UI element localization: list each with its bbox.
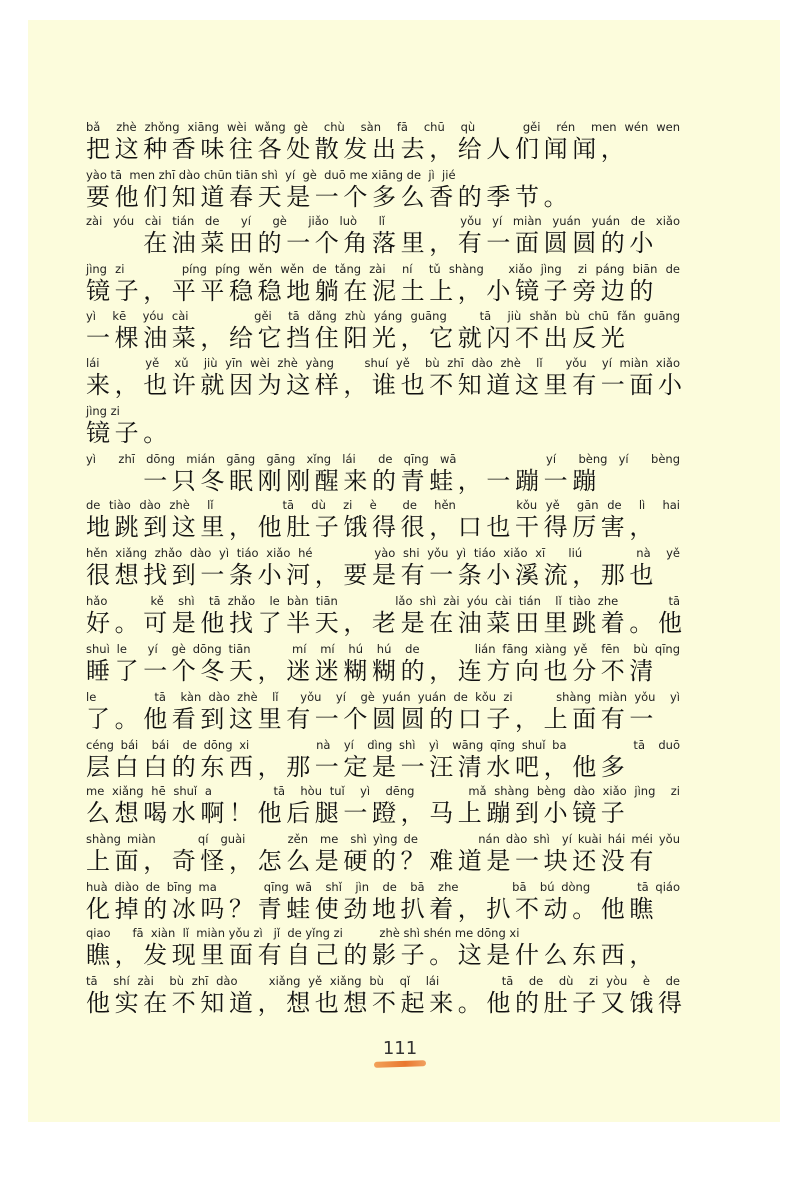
pinyin-line: de tiào dào zhè lǐ tā dù zi è de hěn kǒu yě gān de lì hai xyxy=(86,498,680,512)
hanzi-line: 上面，奇怪，怎么是硬的？难道是一块还没有 xyxy=(86,847,658,875)
hanzi-line: 镜子。 xyxy=(86,419,172,447)
hanzi-line: 要他们知道春天是一个多么香的季节。 xyxy=(86,183,573,211)
hanzi-line: 了。他看到这里有一个圆圆的口子，上面有一 xyxy=(86,705,658,733)
pinyin-line: shuì le yí gè dōng tiān mí mí hú hú de lián fāng xiàng yě fēn bù qīng xyxy=(86,642,680,656)
pinyin-line: zài yóu cài tián de yí gè jiǎo luò lǐ yǒu yí miàn yuán yuán de xiǎo xyxy=(86,214,680,228)
hanzi-line: 来，也许就因为这样，谁也不知道这里有一面小 xyxy=(86,371,687,399)
pinyin-line: tā shí zài bù zhī dào xiǎng yě xiǎng bù qǐ lái tā de dù zi yòu è de xyxy=(86,974,680,988)
hanzi-line: 一只冬眠刚刚醒来的青蛙，一蹦一蹦 xyxy=(86,467,601,495)
hanzi-line: 把这种香味往各处散发出去，给人们闻闻， xyxy=(86,135,630,163)
pinyin-line: huà diào de bīng ma qīng wā shǐ jìn de bā zhe bā bú dòng tā qiáo xyxy=(86,880,680,894)
pinyin-line: lái yě xǔ jiù yīn wèi zhè yàng shuí yě bù zhī dào zhè lǐ yǒu yí miàn xiǎo xyxy=(86,356,680,370)
pinyin-line: hěn xiǎng zhǎo dào yì tiáo xiǎo hé yào shi yǒu yì tiáo xiǎo xī liú nà yě xyxy=(86,546,680,560)
hanzi-line: 在油菜田的一个角落里，有一面圆圆的小 xyxy=(86,229,658,257)
hanzi-line: 镜子，平平稳稳地躺在泥土上，小镜子旁边的 xyxy=(86,277,658,305)
hanzi-line: 很想找到一条小河，要是有一条小溪流，那也 xyxy=(86,561,658,589)
pinyin-line: céng bái bái de dōng xi nà yí dìng shì yì wāng qīng shuǐ ba tā duō xyxy=(86,738,680,752)
hanzi-line: 么想喝水啊！他后腿一蹬，马上蹦到小镜子 xyxy=(86,799,630,827)
pinyin-line: me xiǎng hē shuǐ a tā hòu tuǐ yì dēng mǎ shàng bèng dào xiǎo jìng zi xyxy=(86,784,680,798)
hanzi-line: 地跳到这里，他肚子饿得很，口也干得厉害， xyxy=(86,513,658,541)
pinyin-line: hǎo kě shì tā zhǎo le bàn tiān lǎo shì zài yóu cài tián lǐ tiào zhe tā xyxy=(86,594,680,608)
pinyin-line: shàng miàn qí guài zěn me shì yìng de nán dào shì yí kuài hái méi yǒu xyxy=(86,832,680,846)
pinyin-line: le tā kàn dào zhè lǐ yǒu yí gè yuán yuán de kǒu zi shàng miàn yǒu yì xyxy=(86,690,680,704)
pinyin-line: jìng zi xyxy=(86,404,120,418)
hanzi-line: 层白白的东西，那一定是一汪清水吧，他多 xyxy=(86,753,630,781)
page-number: 111 xyxy=(382,1038,418,1059)
pinyin-line: qiao fā xiàn lǐ miàn yǒu zì jǐ de yǐng zi zhè shì shén me dōng xi xyxy=(86,926,520,940)
hanzi-line: 一棵油菜，给它挡住阳光，它就闪不出反光 xyxy=(86,324,630,352)
pinyin-line: yì kē yóu cài gěi tā dǎng zhù yáng guāng tā jiù shǎn bù chū fǎn guāng xyxy=(86,309,680,323)
pinyin-line: jìng zi píng píng wěn wěn de tǎng zài ní tǔ shàng xiǎo jìng zi páng biān de xyxy=(86,262,680,276)
hanzi-line: 好。可是他找了半天，老是在油菜田里跳着。他 xyxy=(86,609,687,637)
pinyin-line: bǎ zhè zhǒng xiāng wèi wǎng gè chù sàn fā chū qù gěi rén men wén wen xyxy=(86,120,680,134)
pinyin-line: yì zhī dōng mián gāng gāng xǐng lái de qīng wā yí bèng yí bèng xyxy=(86,452,680,466)
hanzi-line: 睡了一个冬天，迷迷糊糊的，连方向也分不清 xyxy=(86,657,658,685)
hanzi-line: 瞧，发现里面有自己的影子。这是什么东西， xyxy=(86,941,658,969)
hanzi-line: 化掉的冰吗？青蛙使劲地扒着，扒不动。他瞧 xyxy=(86,895,658,923)
pinyin-line: yào tā men zhī dào chūn tiān shì yí gè duō me xiāng de jì jié xyxy=(86,168,456,182)
hanzi-line: 他实在不知道，想也想不起来。他的肚子又饿得 xyxy=(86,989,687,1017)
